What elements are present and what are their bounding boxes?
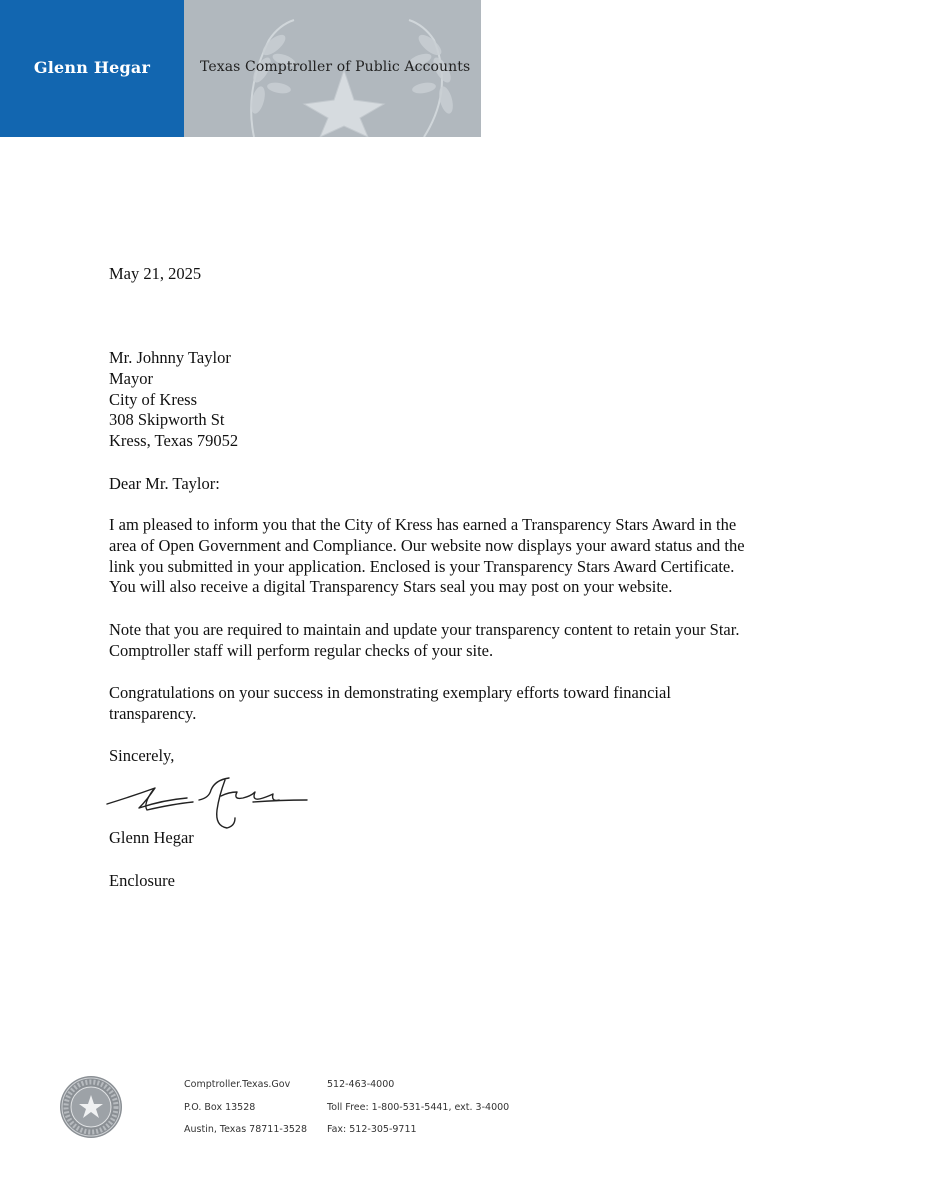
paragraph-line: I am pleased to inform you that the City of Kress has earned a Transparency Stars Award in the [109,515,737,534]
letterhead-name-block [0,0,184,137]
footer-toll-free: Toll Free: 1-800-531-5441, ext. 3-4000 [327,1102,510,1113]
recipient-city: Kress, Texas 79052 [109,431,239,451]
closing: Sincerely, [109,746,175,765]
recipient-street: 308 Skipworth St [109,410,225,430]
footer-fax: Fax: 512-305-9711 [327,1124,417,1135]
letterhead-name: Glenn Hegar [33,58,151,77]
footer-city: Austin, Texas 78711-3528 [184,1124,307,1135]
paragraph-line: Congratulations on your success in demonstrating exemplary efforts toward financial [109,683,671,702]
body-paragraph-1 [109,515,819,598]
paragraph-line: Note that you are required to maintain and update your transparency content to retain your Star. [109,620,740,639]
signer-name: Glenn Hegar [109,828,194,847]
letterhead-agency-block [184,0,481,137]
paragraph-line: transparency. [109,703,197,723]
body-paragraph-2 [109,620,819,662]
recipient-organization: City of Kress [109,389,197,409]
paragraph-line: link you submitted in your application. Enclosed is your Transparency Stars Award Certificate. [109,556,735,576]
recipient-title: Mayor [109,368,153,388]
footer-po-box: P.O. Box 13528 [184,1102,256,1113]
agency-name: Texas Comptroller of Public Accounts [200,59,471,75]
salutation: Dear Mr. Taylor: [109,474,220,493]
body-paragraph-3 [109,683,819,725]
footer-phone: 512-463-4000 [327,1079,395,1090]
paragraph-line: area of Open Government and Compliance. Our website now displays your award status and the [109,535,745,555]
enclosure-note: Enclosure [109,871,175,890]
paragraph-line: Comptroller staff will perform regular checks of your site. [109,640,494,660]
recipient-name: Mr. Johnny Taylor [109,348,231,367]
paragraph-line: You will also receive a digital Transparency Stars seal you may post on your website. [109,577,673,597]
comptroller-seal-icon [59,1075,123,1139]
letterhead [0,0,481,137]
letter-date: May 21, 2025 [109,264,202,283]
handwritten-signature [103,770,313,834]
footer-website: Comptroller.Texas.Gov [184,1079,291,1090]
recipient-address [109,348,238,452]
